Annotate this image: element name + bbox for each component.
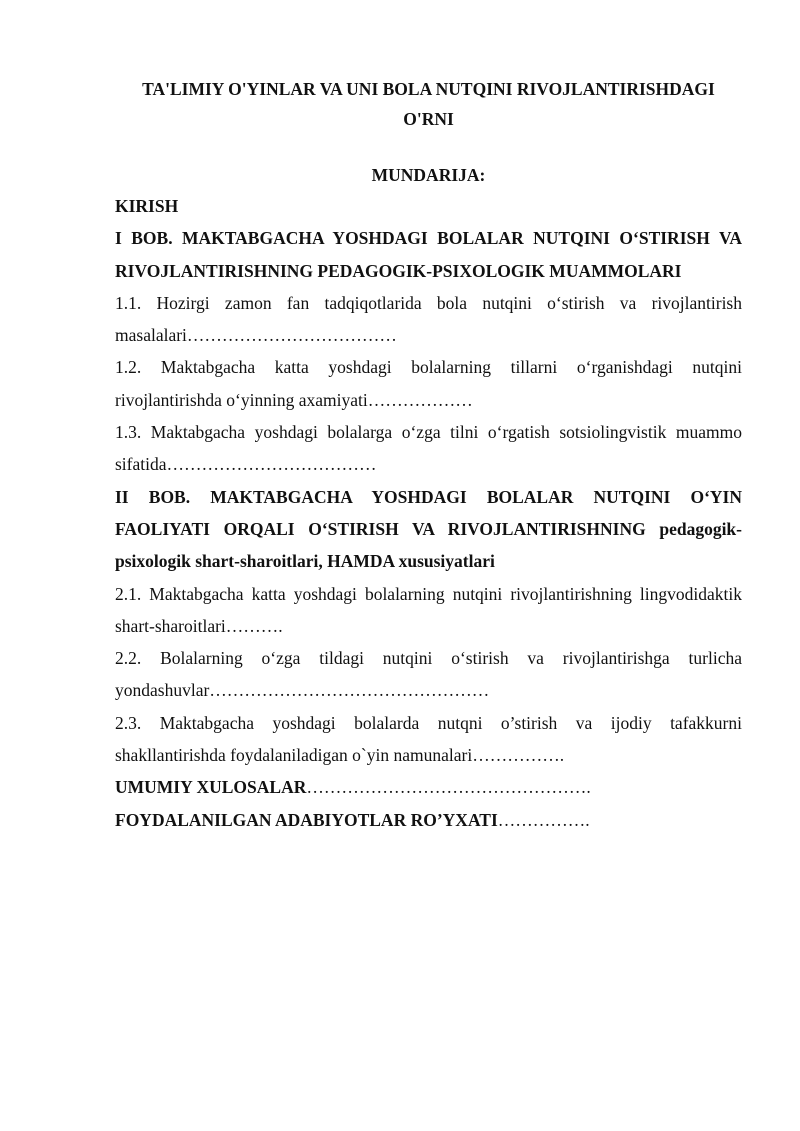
- toc-leader-dots: ………………………………: [166, 454, 377, 475]
- toc-entry-text: 1.3. Maktabgacha yoshdagi bolalarga o‘zga tilni o‘rgatish sotsiolingvistik muammo sifatida: [115, 422, 742, 475]
- toc-entry-conclusions: [115, 771, 742, 803]
- toc-entry-text: KIRISH: [115, 196, 179, 216]
- toc-entry-text: 2.1. Maktabgacha katta yoshdagi bolalarning nutqini rivojlantirishning lingvodidaktik shart-sharoitlari: [115, 583, 742, 636]
- toc-entry-text: II BOB. MAKTABGACHA YOSHDAGI BOLALAR NUTQINI O‘YIN FAOLIYATI ORQALI O‘STIRISH VA RIVOJLANTIRISHNING pedagogik-psixologik shart-sharoitlari, HAMDA xususiyatlari: [115, 486, 742, 572]
- toc-entry-text: 1.2. Maktabgacha katta yoshdagi bolalarning tillarni o‘rganishdagi nutqini rivojlantirishda o‘yinning axamiyati: [115, 357, 742, 410]
- document-page: [115, 74, 742, 836]
- toc-leader-dots: ………………: [367, 389, 473, 410]
- toc-leader-dots: ………………………………: [186, 325, 397, 346]
- toc-leader-dots: …………………………………………: [209, 680, 490, 701]
- toc-entry-2-2: [115, 642, 742, 707]
- toc-list: [115, 190, 742, 836]
- toc-entry-text: 1.1. Hozirgi zamon fan tadqiqotlarida bola nutqini o‘stirish va rivojlantirish masalalari: [115, 292, 742, 346]
- toc-entry-2-1: [115, 578, 742, 643]
- toc-entry-chapter-2: [115, 481, 742, 578]
- toc-entry-2-3: [115, 707, 742, 772]
- toc-entry-text: 2.2. Bolalarning o‘zga tildagi nutqini o‘stirish va rivojlantirishga turlicha yondashuvlar: [115, 648, 742, 701]
- toc-entry-text: 2.3. Maktabgacha yoshdagi bolalarda nutqni o’stirish va ijodiy tafakkurni shakllantirishda foydalaniladigan o`yin namunalari: [115, 712, 742, 766]
- toc-entry-text: I BOB. MAKTABGACHA YOSHDAGI BOLALAR NUTQINI O‘STIRISH VA RIVOJLANTIRISHNING PEDAGOGIK-PSIXOLOGIK MUAMMOLARI: [115, 228, 742, 281]
- toc-entry-chapter-1: [115, 222, 742, 287]
- document-title: TA'LIMIY O'YINLAR VA UNI BOLA NUTQINI RIVOJLANTIRISHDAGI O'RNI: [142, 79, 715, 129]
- toc-leader-dots: ……….: [225, 615, 283, 636]
- toc-entry-1-2: [115, 351, 742, 416]
- toc-entry-text: FOYDALANILGAN ADABIYOTLAR RO’YXATI: [115, 809, 498, 830]
- toc-entry-text: UMUMIY XULOSALAR: [115, 777, 307, 798]
- toc-leader-dots: …………….: [472, 745, 565, 766]
- toc-leader-dots: ………………………………………….: [306, 777, 591, 798]
- toc-entry-references: [115, 804, 742, 836]
- toc-entry-kirish: [115, 190, 742, 222]
- toc-heading: MUNDARIJA:: [371, 165, 486, 185]
- toc-entry-1-3: [115, 416, 742, 481]
- toc-entry-1-1: [115, 287, 742, 352]
- toc-leader-dots: …………….: [497, 809, 590, 830]
